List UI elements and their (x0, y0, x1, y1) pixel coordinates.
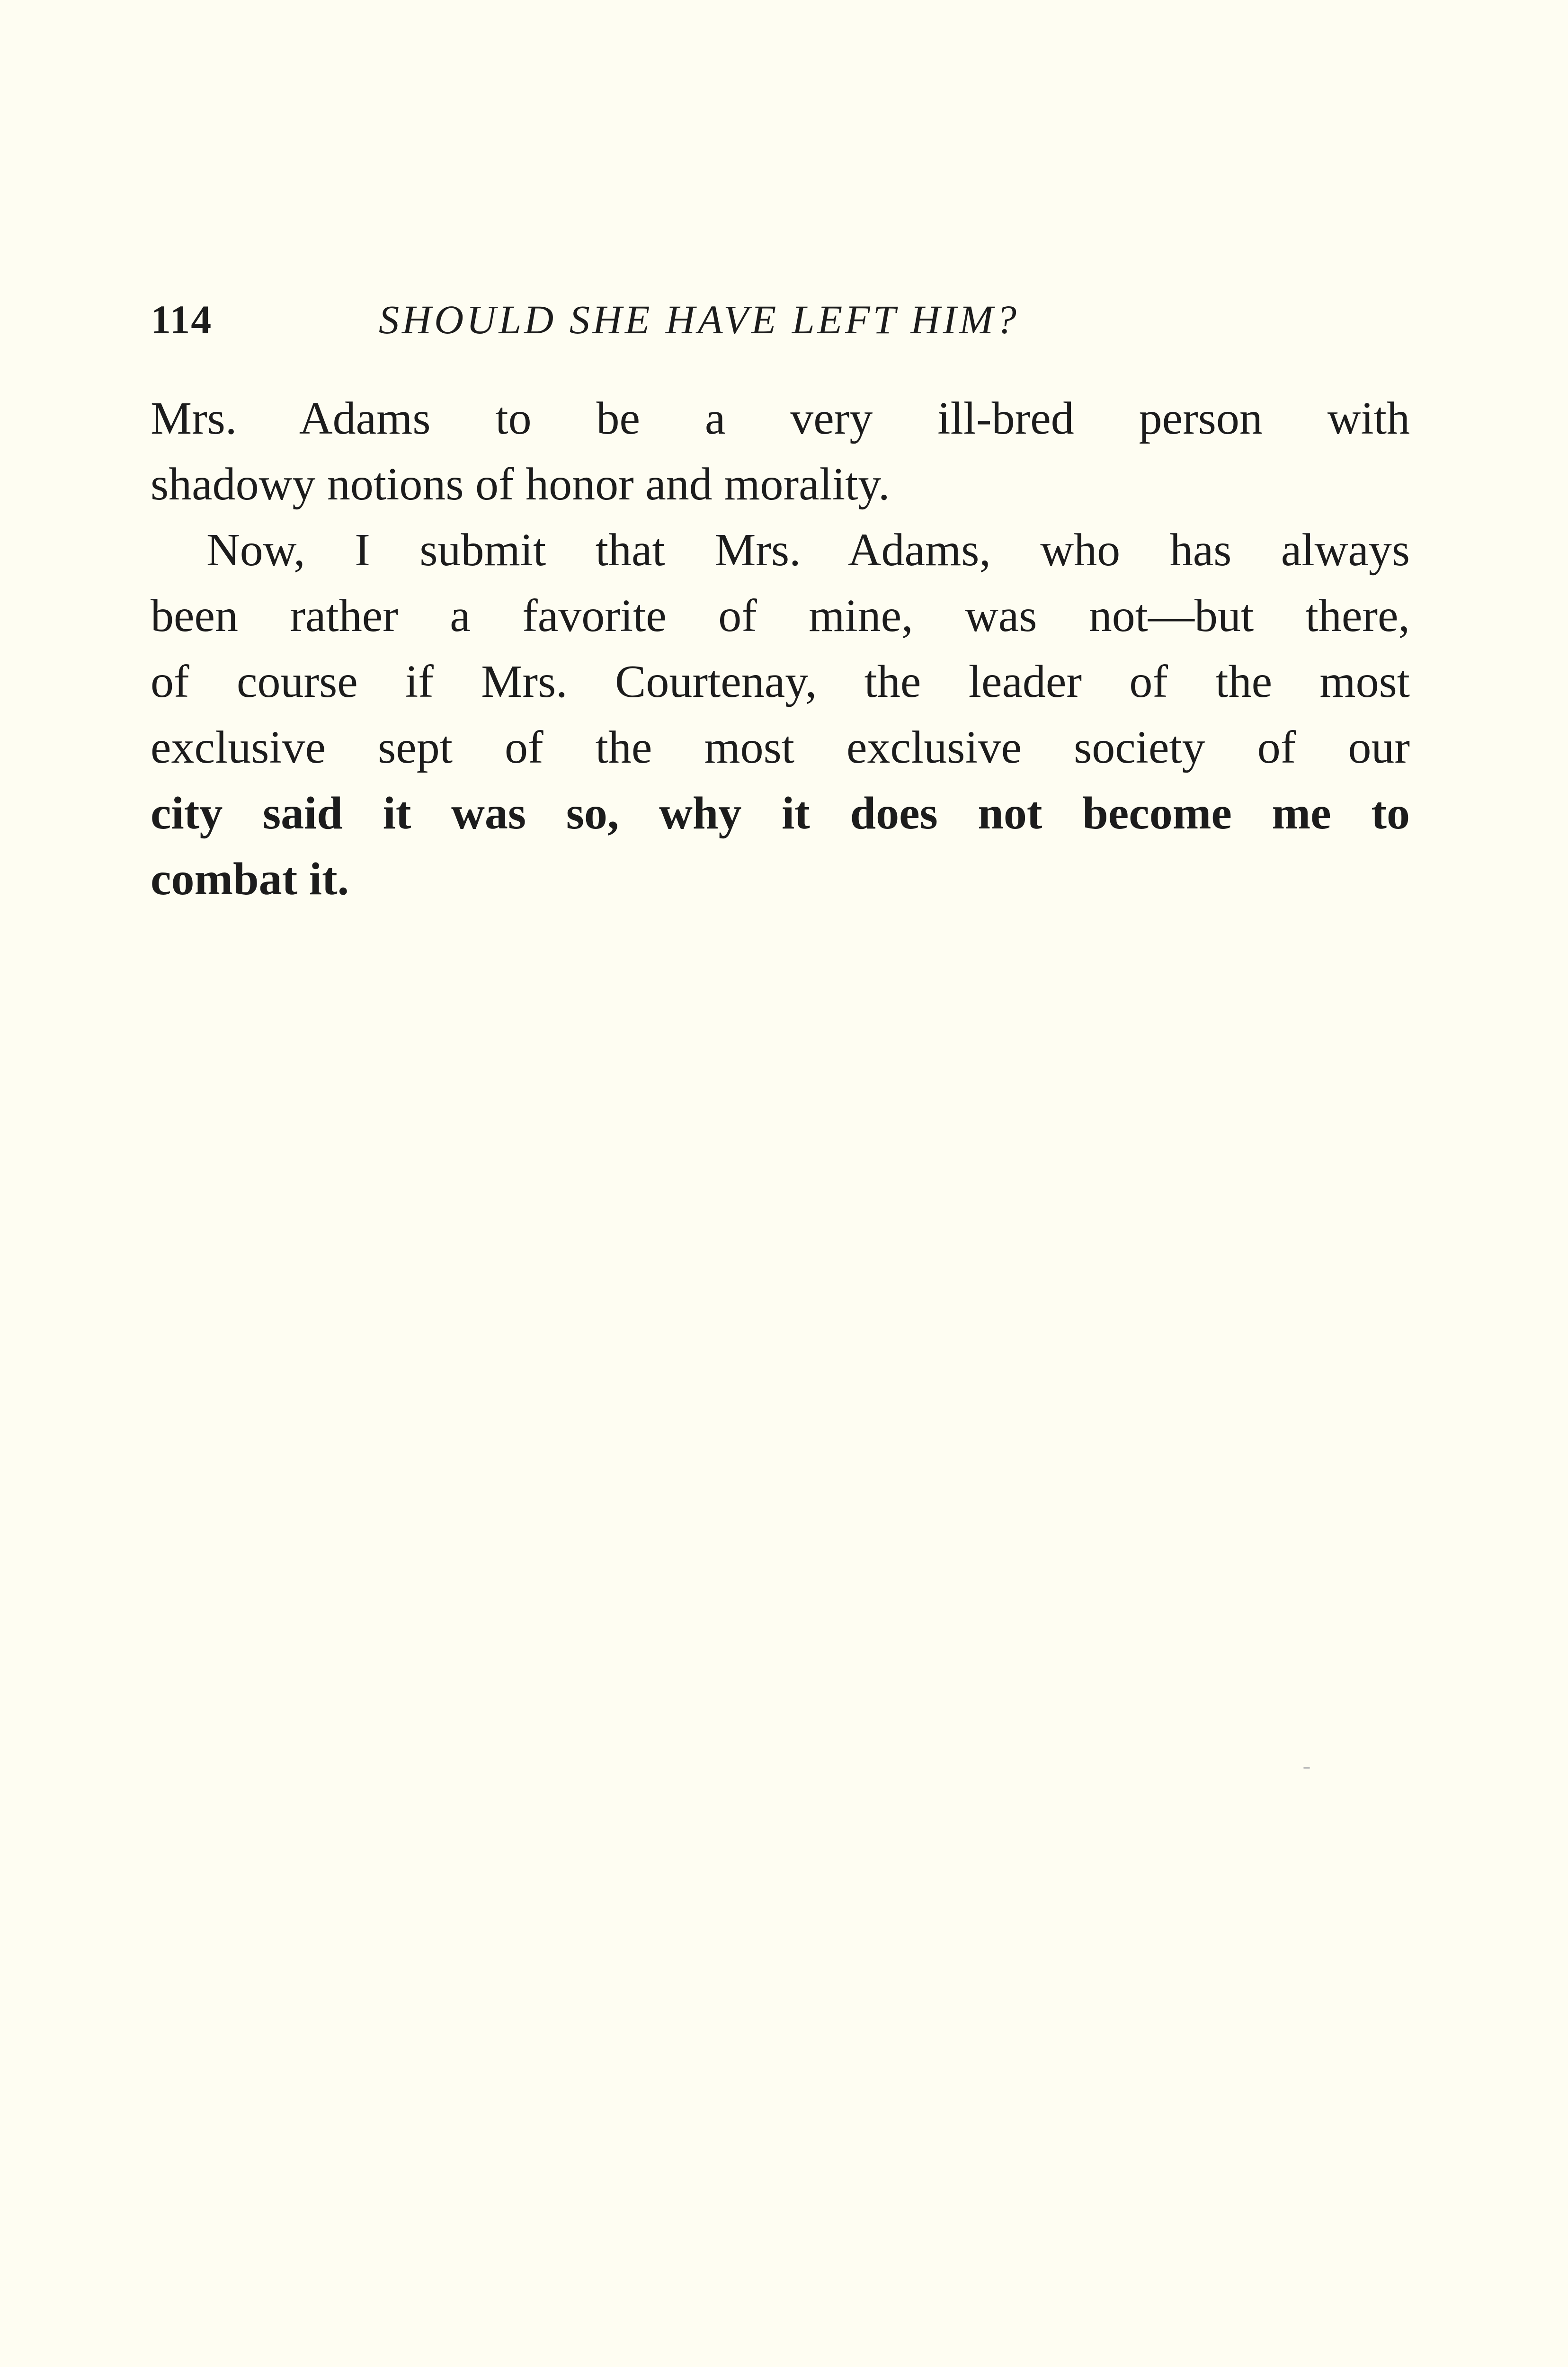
scan-speck (1303, 1767, 1310, 1769)
text-line: Mrs. Adams to be a very ill-bred person with (151, 393, 1410, 444)
text-line: been rather a favorite of mine, was not—but there, (151, 590, 1410, 641)
text-line: Now, I submit that Mrs. Adams, who has always (206, 525, 1410, 576)
paragraph (151, 517, 1410, 912)
running-title: SHOULD SHE HAVE LEFT HIM? (379, 297, 1019, 342)
page-number: 114 (151, 297, 213, 342)
text-line: exclusive sept of the most exclusive society of our (151, 722, 1410, 773)
paragraph (151, 386, 1410, 517)
text-line: of course if Mrs. Courtenay, the leader of the most (151, 656, 1410, 707)
text-line: city said it was so, why it does not become me to (151, 788, 1410, 839)
body-text (151, 386, 1410, 912)
text-line: combat it. (151, 854, 349, 905)
running-head (151, 289, 1410, 350)
text-line: shadowy notions of honor and morality. (151, 459, 890, 510)
